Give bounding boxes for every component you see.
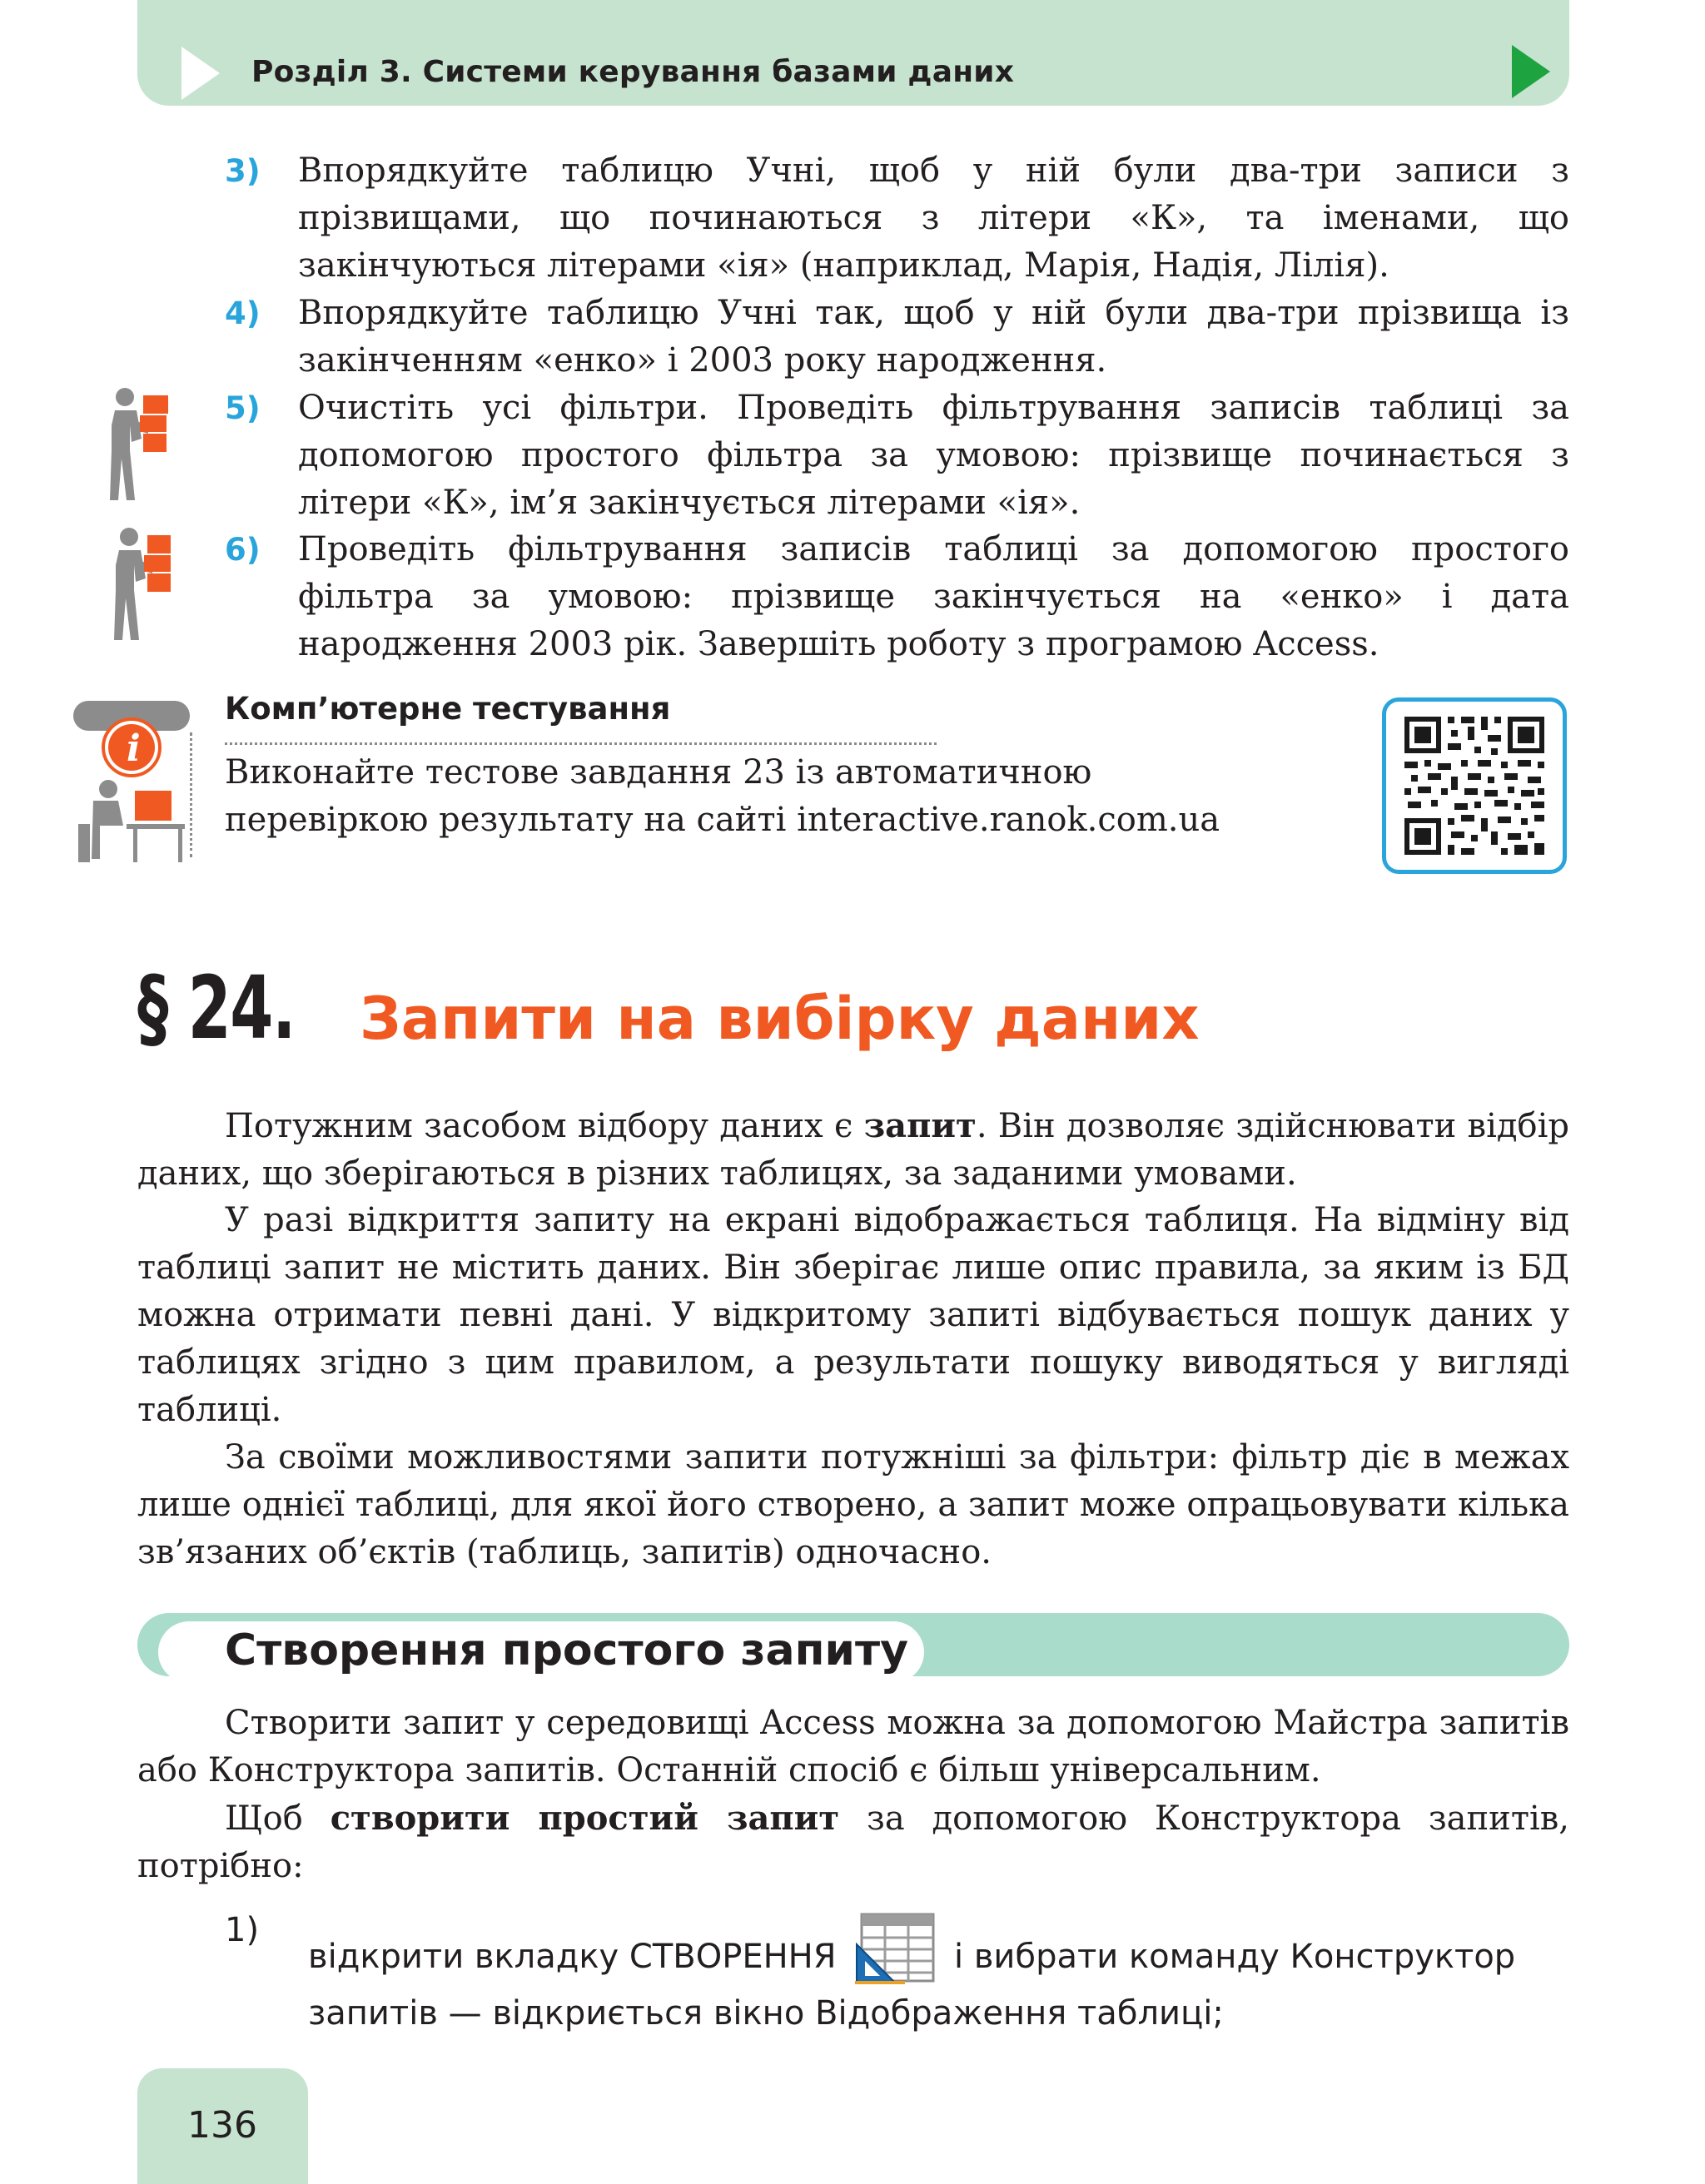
chapter-title: Розділ 3. Системи керування базами даних — [251, 55, 1015, 89]
worker-carrying-boxes-icon — [108, 387, 175, 504]
section-title: Запити на вибірку даних — [360, 985, 1200, 1053]
step-number: 1) — [225, 1911, 260, 1949]
task-text: Проведіть фільтрування записів таблиці за допомогою простого фільтра за умовою: прізвище закінчується на «енко» і дата народження 2003 рік. Завершіть роботу з програмою Access. — [298, 530, 1569, 663]
paragraph — [137, 1102, 1569, 1198]
task-number: 5) — [225, 390, 261, 426]
task-number: 3) — [225, 153, 261, 189]
task-text: Очистіть усі фільтри. Проведіть фільтрування записів таблиці за допомогою простого фільтра за умовою: прізвище починається з літери «К», ім’я закінчується літерами «ія». — [298, 389, 1569, 522]
paragraph-text: Створити запит у середовищі Access можна за допомогою Майстра запитів або Конструктора запитів. Останній спосіб є більш універсальним. — [137, 1704, 1569, 1789]
computer-testing-title: Комп’ютерне тестування — [225, 691, 671, 727]
paragraph: За своїми можливостями запити потужніші за фільтри: фільтр діє в межах лише однієї таблиці, для якої його створено, а запит може опрацьовувати кілька зв’язаних об’єктів (таблиць, запитів) одночасно. — [137, 1438, 1569, 1571]
paragraph-bold-term: створити простий запит — [330, 1799, 840, 1838]
paragraph: У разі відкриття запиту на екрані відображається таблиця. На відміну від таблиці запит не містить даних. Він зберігає лише опис правила, за яким із БД можна отримати певні дані. У відкритому запиті відбувається пошук даних у таблицях згідно з цим правилом, а результати пошуку виводяться у вигляді таблиці. — [137, 1201, 1569, 1429]
testing-divider — [225, 742, 937, 745]
task-item — [225, 526, 1569, 668]
paragraph-text: за допомогою Конструктора запитів, потрібно: — [137, 1799, 1569, 1885]
task-text: Впорядкуйте таблицю Учні так, щоб у ній були два-три прізвища із закінченням «енко» і 2003 року народження. — [298, 294, 1569, 380]
paragraph — [137, 1700, 1569, 1794]
qr-code-icon — [1386, 702, 1563, 870]
step-text — [308, 1911, 1569, 2041]
query-design-icon — [853, 1911, 937, 1986]
computer-testing-line: Виконайте тестове завдання 23 із автоматичною — [225, 753, 1092, 792]
computer-testing-icon — [68, 699, 193, 866]
svg-text:i: i — [127, 727, 141, 770]
qr-code[interactable] — [1382, 697, 1567, 874]
paragraph-text: Потужним засобом відбору даних є — [225, 1107, 864, 1145]
task-item — [225, 147, 1569, 290]
chapter-header-band — [137, 0, 1569, 106]
paragraph-bold-term: запит — [863, 1106, 977, 1145]
task-text: Впорядкуйте таблицю Учні, щоб у ній були два-три записи з прізвищами, що починаються з літери «К», та іменами, що закінчуються літерами «ія» (наприклад, Марія, Надія, Лілія). — [298, 151, 1569, 285]
testing-divider-vertical — [190, 732, 192, 857]
task-item — [225, 290, 1569, 385]
next-arrow-icon[interactable] — [1512, 45, 1550, 98]
task-number: 4) — [225, 295, 261, 331]
subsection-title: Створення простого запиту — [225, 1626, 909, 1675]
paragraph-text: Щоб — [225, 1799, 331, 1838]
worker-carrying-boxes-icon — [112, 527, 179, 643]
computer-testing-line: перевіркою результату на сайті interactive.ranok.com.ua — [225, 801, 1220, 839]
paragraph-text: . Він дозволяє здійснювати відбір даних, що зберігаються в різних таблицях, за заданими умовами. — [137, 1107, 1569, 1193]
task-number: 6) — [225, 532, 261, 568]
task-item — [225, 385, 1569, 527]
computer-testing-text — [225, 749, 1349, 844]
section-number: § 24. — [137, 957, 295, 1059]
paragraph — [137, 1794, 1569, 1890]
step-text-part: відкрити вкладку СТВОРЕННЯ — [308, 1938, 837, 1976]
step-text-part: і вибрати команду Конструктор запитів — відкриється вікно Відображення таблиці; — [308, 1938, 1516, 2033]
page-number: 136 — [187, 2104, 257, 2147]
header-left-arrow-icon — [181, 47, 220, 100]
